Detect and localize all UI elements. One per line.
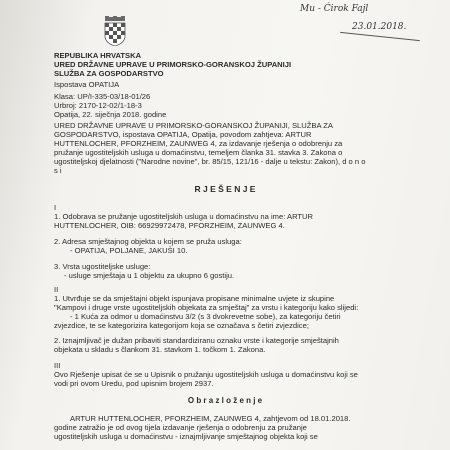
handwritten-note: Mu - Ćirok Fajl	[300, 4, 369, 14]
section-numeral: III	[54, 361, 61, 370]
urbroj: Urbroj: 2170-12-02/1-18-3	[54, 101, 142, 110]
section-line: 2. Iznajmljivač je dužan pribaviti standardiziranu oznaku vrste i kategorije smještajnih	[54, 336, 339, 345]
office-name: Ispostava OPATIJA	[54, 80, 120, 89]
document-title: R J E Š E N J E	[194, 184, 256, 194]
klasa: Klasa: UP/I-335-03/18-01/26	[54, 92, 151, 101]
item-line: - usluge smještaja u 1 objektu za ukupno 6 gostiju.	[64, 271, 235, 280]
header-line: URED DRŽAVNE UPRAVE U PRIMORSKO-GORANSKOJ ŽUPANIJI	[54, 60, 292, 69]
section-numeral: I	[54, 203, 57, 212]
section-line: - 1 Kuća za odmor u domaćinstvu 3/2 (s 3 dvokrevetne sobe), za kategoriju četiri	[70, 312, 341, 321]
reasoning-line: ARTUR HUTTENLOCHER, PFORZHEIM, ZAUNWEG 4, zahtjevom od 18.01.2018.	[70, 414, 351, 423]
section-line: Ovo Rješenje upisat će se u Upisnik o pružanju ugostiteljskih usluga u domaćinstvu koji se	[54, 370, 358, 379]
intro-line: ugostiteljskoj djelatnosti ("Narodne novine", br. 85/15, 121/16 - dalje u tekstu: Zakon), d o n o	[54, 157, 366, 166]
intro-line: s i	[54, 166, 62, 175]
header-line: REPUBLIKA HRVATSKA	[54, 51, 142, 60]
pen-stroke	[340, 32, 420, 41]
reasoning-line: godine zatražio je od ovog tijela izdavanje rješenja o odobrenju za pružanje	[54, 423, 307, 432]
item-line: 2. Adresa smještajnog objekta u kojem se pruža usluga:	[54, 237, 242, 246]
section-numeral: II	[54, 285, 59, 294]
section-line: 1. Utvrđuje se da smještajni objekt ispunjava propisane minimalne uvjete iz skupine	[54, 294, 335, 303]
item-line: - OPATIJA, POLJANE, JAKUŠI 10.	[70, 246, 188, 255]
section-line: zvjezdice, te se kategorizira kategorijom koja se označava s četiri zvjezdice;	[54, 321, 309, 330]
section-line: "Kampovi i druge vrste ugostiteljskih objekata za smještaj" za vrstu i kategoriju kako slijedi:	[54, 303, 359, 312]
section-line: objekata u skladu s člankom 31. stavkom 1. točkom 1. Zakona.	[54, 345, 266, 354]
header-line: SLUŽBA ZA GOSPODARSTVO	[54, 69, 164, 78]
intro-line: pružanje ugostiteljskih usluga u domaćinstvu, temeljem članka 31. stavka 3. Zakona o	[54, 148, 343, 157]
coat-of-arms-icon	[104, 16, 126, 46]
intro-line: GOSPODARSTVO, ispostava OPATIJA, Opatija, povodom zahtjeva: ARTUR	[54, 130, 312, 139]
item-line: 1. Odobrava se pružanje ugostiteljskih usluga u domaćinstvu na ime: ARTUR	[54, 212, 314, 221]
intro-line: URED DRŽAVNE UPRAVE U PRIMORSKO-GORANSKOJ ŽUPANIJI, SLUŽBA ZA	[54, 121, 333, 130]
handwritten-date: 23.01.2018.	[352, 22, 407, 32]
reasoning-line: ugostiteljskih usluga u domaćinstvu - iznajmljivanje smještajnog objekta koji se	[54, 432, 318, 441]
item-line: 3. Vrsta ugostiteljske usluge:	[54, 262, 151, 271]
place-date: Opatija, 22. siječnja 2018. godine	[54, 110, 167, 119]
section-line: vodi pri ovom Uredu, pod upisnim brojem 2937.	[54, 379, 214, 388]
reasoning-title: O b r a z l o ž e n j e	[187, 396, 263, 405]
item-line: HUTTENLOCHER, OIB: 66929972478, PFORZHEIM, ZAUNWEG 4.	[54, 221, 285, 230]
intro-line: HUTTENLOCHER, PFORZHEIM, ZAUNWEG 4, za izdavanje rješenja o odobrenju za	[54, 139, 343, 148]
